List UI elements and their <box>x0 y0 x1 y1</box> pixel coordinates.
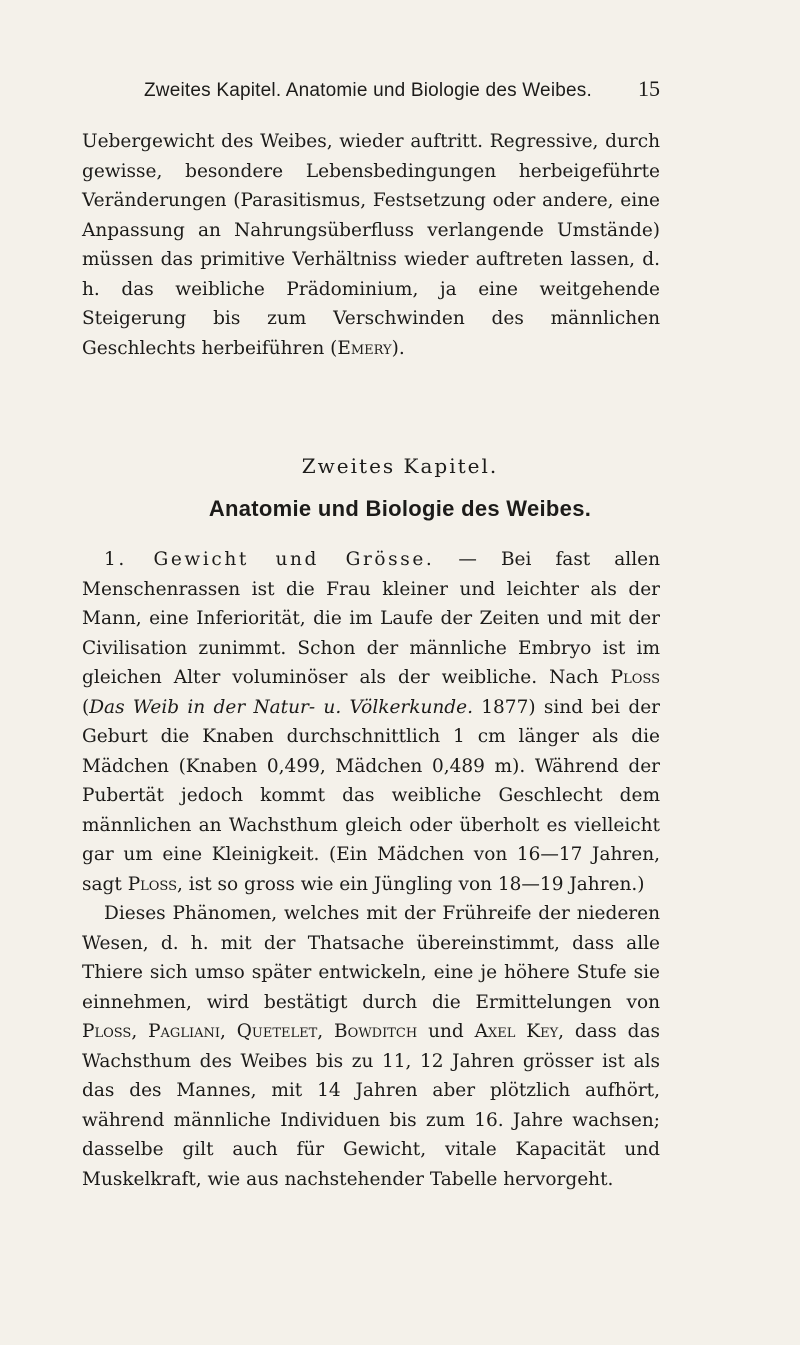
page-number: 15 <box>638 76 660 101</box>
running-head <box>60 76 660 108</box>
chapter-label: Zweites Kapitel. <box>301 454 499 478</box>
author-axel-key: Axel Key <box>474 1021 559 1042</box>
paragraph-1: 1. Gewicht und Grösse. — Bei fast allen Menschenrassen ist die Frau kleiner und leichter als der Mann, eine Inferiorität, die im Laufe der Zeiten und mit der Civilisation zunimmt. Schon der männliche Embryo ist im gleichen Alter voluminöser als der weibliche. Nach Ploss (Das Weib in der Natur- u. Völkerkunde. 1877) sind bei der Geburt die Knaben durchschnittlich 1 cm länger als die Mädchen (Knaben 0,499, Mädchen 0,489 m). Während der Pubertät jedoch kommt das weibliche Geschlecht dem männlichen an Wachsthum gleich oder überholt es vielleicht gar um eine Kleinigkeit. (Ein Mädchen von 16—17 Jahren, sagt Ploss, ist so gross wie ein Jüngling von 18—19 Jahren.) <box>82 549 661 895</box>
paragraph-2: Dieses Phänomen, welches mit der Frühreife der niederen Wesen, d. h. mit der Thatsache übereinstimmt, dass alle Thiere sich umso später entwickeln, eine je höhere Stufe sie einnehmen, wird bestätigt durch die Ermittelungen von Ploss, Pagliani, Quetelet, Bowditch und Axel Key, dass das Wachsthum des Weibes bis zu 11, 12 Jahren grösser ist als das des Mannes, mit 14 Jahren aber plötzlich aufhört, während männliche Individuen bis zum 16. Jahre wachsen; dasselbe gilt auch für Gewicht, vitale Kapacität und Muskelkraft, wie aus nachstehender Tabelle hervorgeht. <box>82 903 661 1190</box>
p1-text-c: , ist so gross wie ein Jüngling von 18—19 Jahren.) <box>177 873 645 895</box>
section-heading: 1. Gewicht und Grösse. <box>104 549 435 570</box>
cited-work: Das Weib in der Natur- u. Völkerkunde. <box>89 696 473 718</box>
running-title: Zweites Kapitel. Anatomie und Biologie des Weibes. <box>144 80 592 101</box>
paragraph-text-end: ). <box>391 337 405 359</box>
chapter-title: Anatomie und Biologie des Weibes. <box>208 496 592 521</box>
section-body <box>82 545 660 1194</box>
p2-and: und <box>417 1021 475 1042</box>
author-ploss-2: Ploss <box>127 873 178 895</box>
p1-text-a: — Bei fast allen Menschenrassen ist die Frau kleiner und leichter als der Mann, eine Inferiorität, die im Laufe der Zeiten und mit der Civilisation zunimmt. Schon der männliche Embryo ist im gleichen Alter voluminöser als der weibliche. Nach <box>82 549 661 688</box>
author-name: Emery <box>337 337 392 359</box>
authors-group-1: Pagliani, Quetelet, Bowditch <box>148 1021 418 1042</box>
continued-paragraph <box>82 127 660 363</box>
p1-text-b: 1877) sind bei der Geburt die Knaben durchschnittlich 1 cm länger als die Mädchen (Knaben 0,499, Mädchen 0,489 m). Während der Pubertät jedoch kommt das weibliche Geschlecht dem männlichen an Wachsthum gleich oder überholt es vielleicht gar um eine Kleinigkeit. (Ein Mädchen von 16—17 Jahren, sagt <box>82 696 660 895</box>
p2-text-a: Dieses Phänomen, welches mit der Frühreife der niederen Wesen, d. h. mit der Thatsache übereinstimmt, dass alle Thiere sich umso später entwickeln, eine je höhere Stufe sie einnehmen, wird bestätigt durch die Ermittelungen von <box>82 903 660 1013</box>
p2-text-b: , dass das Wachsthum des Weibes bis zu 11, 12 Jahren grösser ist als das des Mannes, mit 14 Jahren aber plötzlich aufhört, während männliche Individuen bis zum 16. Jahre wachsen; dasselbe gilt auch für Gewicht, vitale Kapacität und Muskelkraft, wie aus nachstehender Tabelle hervorgeht. <box>82 1021 661 1190</box>
author-ploss: Ploss <box>610 667 660 688</box>
paragraph-text: Uebergewicht des Weibes, wieder auftritt. Regressive, durch gewisse, besondere Lebensbedingungen herbeigeführte Veränderungen (Parasitismus, Festsetzung oder andere, eine Anpassung an Nahrungsüberfluss verlangende Umstände) müssen das primitive Verhältniss wieder auftreten lassen, d. h. das weibliche Prädominium, ja eine weitgehende Steigerung bis zum Verschwinden des männlichen Geschlechts herbeiführen ( <box>82 131 660 359</box>
author-ploss-3: Ploss <box>82 1021 132 1042</box>
